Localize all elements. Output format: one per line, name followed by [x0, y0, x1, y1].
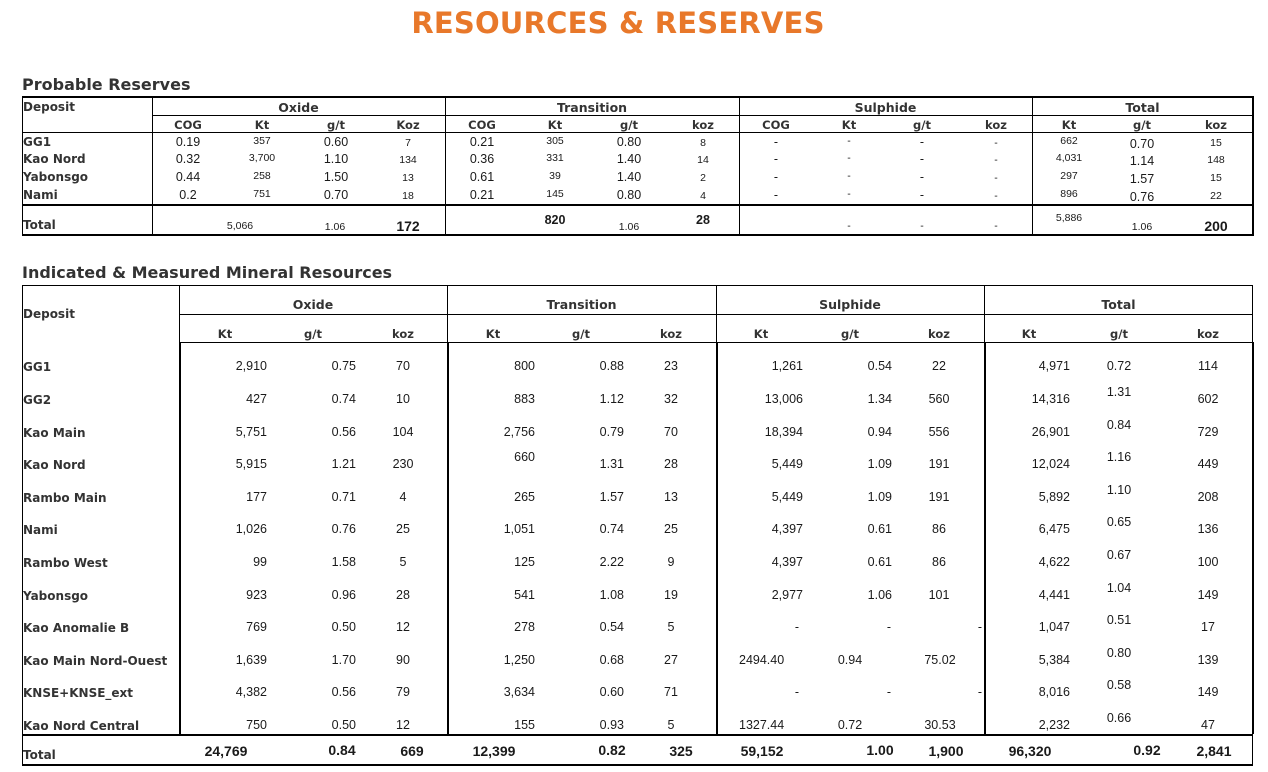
table-cell: 1,026: [235, 522, 267, 536]
table-cell: 9: [667, 555, 675, 569]
table-cell: 541: [514, 588, 535, 602]
table-cell: 602: [1197, 392, 1219, 406]
table-cell: -: [994, 172, 998, 184]
table-cell: 265: [514, 490, 535, 504]
table-cell: 149: [1197, 588, 1219, 602]
table-cell: 1.08: [599, 588, 624, 602]
total-cell: 325: [669, 743, 693, 759]
deposit-column-header: Deposit: [23, 100, 75, 114]
table-cell: 1.50: [323, 170, 349, 184]
table-cell: 136: [1197, 522, 1219, 536]
table-cell: 5,449: [771, 457, 803, 471]
table-cell: 79: [396, 685, 410, 699]
subheader-total: Kt: [1021, 327, 1037, 341]
table-cell: 86: [932, 522, 946, 536]
table-cell: 0.96: [331, 588, 356, 602]
table-cell: 1.04: [1106, 581, 1132, 595]
subheader-transition: koz: [692, 118, 714, 132]
table-row-deposit: Rambo West: [23, 556, 108, 570]
table-cell: 12: [396, 620, 410, 634]
table-border-bottom: [22, 764, 1253, 766]
table-cell: -: [994, 190, 998, 202]
total-cell: 28: [696, 213, 710, 227]
table-cell: 883: [514, 392, 535, 406]
total-cell: 1,900: [928, 743, 964, 759]
table-cell: -: [994, 137, 998, 149]
table-cell: -: [794, 685, 800, 699]
table-cell: 560: [928, 392, 950, 406]
table-cell: 297: [1060, 170, 1078, 182]
table-cell: 86: [932, 555, 946, 569]
table-cell: 12,024: [1031, 457, 1070, 471]
table-cell: 134: [399, 154, 417, 166]
subheader-sulphide: koz: [985, 118, 1007, 132]
table-cell: 769: [246, 620, 267, 634]
table-cell: 3,634: [503, 685, 535, 699]
group-header-total: Total: [1125, 100, 1160, 115]
table-cell: 4: [399, 490, 407, 504]
group-header-transition: Transition: [556, 100, 628, 115]
table-cell: 1.57: [599, 490, 624, 504]
table-cell: 71: [664, 685, 678, 699]
table-cell: 13: [664, 490, 678, 504]
table-cell: -: [919, 170, 925, 184]
subheader-oxide: g/t: [327, 118, 345, 132]
table-cell: 19: [664, 588, 678, 602]
table-cell: 5,384: [1038, 653, 1070, 667]
table-cell: 1.09: [867, 490, 892, 504]
table-cell: 0.75: [331, 359, 356, 373]
subheader-sulphide: Kt: [753, 327, 769, 341]
table-cell: 0.72: [1106, 359, 1132, 373]
table-cell: 30.53: [924, 718, 956, 732]
table-cell: 47: [1201, 718, 1215, 732]
table-cell: 0.60: [599, 685, 624, 699]
total-cell: -: [994, 220, 998, 232]
table-row-deposit: Rambo Main: [23, 491, 107, 505]
total-cell: 12,399: [472, 743, 516, 759]
table-cell: 0.76: [1129, 190, 1155, 204]
table-cell: 0.80: [616, 135, 642, 149]
total-cell: -: [920, 220, 924, 232]
group-divider: [152, 96, 153, 236]
subheader-transition: g/t: [572, 327, 590, 341]
total-cell: 0.82: [598, 742, 626, 758]
table-cell: 101: [928, 588, 950, 602]
total-row-rule: [22, 204, 1253, 206]
table-cell: 729: [1197, 425, 1219, 439]
table-cell: 0.54: [599, 620, 624, 634]
subheader-transition: Kt: [547, 118, 563, 132]
table-row-deposit: Kao Anomalie B: [23, 621, 130, 635]
table-cell: 25: [396, 522, 410, 536]
table-row-deposit: GG1: [23, 135, 52, 149]
table-cell: 1.40: [616, 152, 642, 166]
total-cell: 669: [400, 743, 424, 759]
table-row-deposit: GG2: [23, 393, 52, 407]
total-cell: 172: [396, 218, 420, 234]
table-cell: 0.76: [331, 522, 356, 536]
table-cell: 258: [253, 170, 271, 182]
table-cell: -: [847, 152, 851, 164]
table-cell: 2,977: [771, 588, 803, 602]
table-cell: 2,232: [1038, 718, 1070, 732]
table-cell: -: [886, 685, 892, 699]
indicated-measured-heading: Indicated & Measured Mineral Resources: [22, 263, 393, 282]
table-cell: -: [847, 188, 851, 200]
table-cell: 1.40: [616, 170, 642, 184]
table-cell: 556: [928, 425, 950, 439]
table-cell: -: [773, 170, 779, 184]
subheader-sulphide: g/t: [841, 327, 859, 341]
table-cell: 39: [549, 170, 561, 182]
table-cell: 0.36: [469, 152, 495, 166]
table-cell: 15: [1210, 172, 1222, 184]
table-row-deposit: Kao Nord: [23, 152, 86, 166]
table-cell: 923: [246, 588, 267, 602]
table-cell: -: [919, 135, 925, 149]
subheader-sulphide: Kt: [841, 118, 857, 132]
table-row-deposit: Nami: [23, 523, 58, 537]
table-cell: 2,910: [235, 359, 267, 373]
table-cell: 0.21: [469, 135, 495, 149]
table-row-deposit: Yabonsgo: [23, 170, 89, 184]
table-cell: 0.54: [867, 359, 892, 373]
table-cell: -: [919, 188, 925, 202]
table-cell: 1.34: [867, 392, 892, 406]
table-cell: 70: [396, 359, 410, 373]
group-header-sulphide: Sulphide: [819, 297, 881, 312]
table-cell: 1.16: [1106, 450, 1132, 464]
table-cell: 0.65: [1106, 515, 1132, 529]
table-cell: 32: [664, 392, 678, 406]
subheader-sulphide: COG: [762, 118, 790, 132]
table-row-deposit: GG1: [23, 360, 52, 374]
table-cell: 177: [246, 490, 267, 504]
table-cell: 2,756: [503, 425, 535, 439]
table-cell: 14,316: [1031, 392, 1070, 406]
table-cell: 18: [402, 190, 414, 202]
deposit-column-header: Deposit: [23, 307, 75, 321]
total-cell: 5,886: [1055, 212, 1083, 224]
table-cell: 660: [514, 450, 535, 464]
table-cell: 28: [396, 588, 410, 602]
table-row-deposit: Kao Nord: [23, 458, 86, 472]
table-cell: 2494.40: [739, 653, 785, 667]
table-border-top: [22, 285, 1253, 286]
subheader-oxide: Kt: [254, 118, 270, 132]
table-cell: 0.79: [599, 425, 624, 439]
subheader-oxide: Koz: [396, 118, 420, 132]
table-cell: 0.93: [599, 718, 624, 732]
subheader-transition: koz: [660, 327, 682, 341]
group-divider: [445, 96, 446, 236]
table-cell: 5: [399, 555, 407, 569]
subheader-total: Kt: [1061, 118, 1077, 132]
table-cell: 1.70: [331, 653, 356, 667]
total-cell: 2,841: [1196, 743, 1232, 759]
table-cell: 1327.44: [739, 718, 785, 732]
table-cell: 0.56: [331, 685, 356, 699]
total-cell: 5,066: [226, 220, 254, 232]
table-cell: 0.58: [1106, 678, 1132, 692]
table-cell: 17: [1201, 620, 1215, 634]
subheader-sulphide: g/t: [913, 118, 931, 132]
table-cell: 0.72: [837, 718, 863, 732]
subheader-total: g/t: [1133, 118, 1151, 132]
table-cell: 0.50: [331, 620, 356, 634]
table-cell: 0.66: [1106, 711, 1132, 725]
table-cell: 0.84: [1106, 418, 1132, 432]
table-row-deposit: Yabonsgo: [23, 589, 89, 603]
table-cell: 26,901: [1031, 425, 1070, 439]
table-cell: -: [977, 685, 983, 699]
table-cell: 4,397: [771, 522, 803, 536]
table-cell: 100: [1197, 555, 1219, 569]
table-cell: 1,250: [503, 653, 535, 667]
table-cell: 0.50: [331, 718, 356, 732]
table-row-deposit: Kao Main: [23, 426, 86, 440]
group-header-oxide: Oxide: [278, 100, 319, 115]
table-cell: 0.70: [323, 188, 349, 202]
table-cell: 0.80: [616, 188, 642, 202]
table-cell: -: [847, 170, 851, 182]
table-cell: 2.22: [599, 555, 624, 569]
table-cell: 357: [253, 135, 271, 147]
subheader-oxide: COG: [174, 118, 202, 132]
table-row-deposit: Kao Main Nord-Ouest: [23, 654, 168, 668]
table-cell: 1,639: [235, 653, 267, 667]
table-cell: 1.10: [1106, 483, 1132, 497]
table-border-bottom: [22, 234, 1253, 236]
table-cell: 0.2: [179, 188, 197, 202]
subheader-rule: [152, 115, 1253, 116]
table-cell: 0.94: [837, 653, 863, 667]
table-cell: 0.74: [331, 392, 356, 406]
page-title: RESOURCES & RESERVES: [411, 6, 825, 40]
table-cell: 0.61: [867, 555, 892, 569]
table-cell: 104: [392, 425, 414, 439]
table-cell: 3,700: [248, 152, 276, 164]
table-cell: 75.02: [924, 653, 956, 667]
table-cell: 0.56: [331, 425, 356, 439]
table-cell: 125: [514, 555, 535, 569]
table-cell: 5: [667, 718, 675, 732]
table-cell: 0.74: [599, 522, 624, 536]
table-cell: 427: [246, 392, 267, 406]
table-cell: 18,394: [764, 425, 803, 439]
table-cell: -: [886, 620, 892, 634]
total-row-label: Total: [23, 218, 56, 232]
total-cell: 0.84: [328, 742, 356, 758]
table-cell: 1.21: [331, 457, 356, 471]
table-cell: 1.14: [1129, 154, 1155, 168]
header-rule: [22, 132, 1253, 133]
table-cell: 1.31: [1106, 385, 1132, 399]
table-cell: 23: [664, 359, 678, 373]
table-cell: 0.80: [1106, 646, 1132, 660]
group-header-oxide: Oxide: [292, 297, 334, 312]
table-cell: 22: [1210, 190, 1222, 202]
table-border-right: [1252, 96, 1254, 236]
table-cell: 13: [402, 172, 414, 184]
table-cell: 10: [396, 392, 410, 406]
table-cell: 1.10: [323, 152, 349, 166]
table-cell: 5,449: [771, 490, 803, 504]
table-cell: 191: [928, 490, 950, 504]
table-cell: 12: [396, 718, 410, 732]
table-cell: 0.61: [469, 170, 495, 184]
table-cell: 1,051: [503, 522, 535, 536]
table-cell: 0.60: [323, 135, 349, 149]
total-row-label: Total: [23, 748, 56, 762]
subheader-total: g/t: [1110, 327, 1128, 341]
table-cell: 8,016: [1038, 685, 1070, 699]
table-cell: 148: [1207, 154, 1225, 166]
table-cell: 0.68: [599, 653, 624, 667]
table-border-top: [22, 96, 1253, 98]
table-cell: 27: [664, 653, 678, 667]
table-cell: -: [773, 152, 779, 166]
table-cell: 0.32: [175, 152, 201, 166]
table-cell: -: [977, 620, 983, 634]
table-cell: 208: [1197, 490, 1219, 504]
total-cell: 1.06: [324, 221, 346, 233]
table-cell: 0.19: [175, 135, 201, 149]
table-cell: 139: [1197, 653, 1219, 667]
table-cell: 449: [1197, 457, 1219, 471]
subheader-oxide: Kt: [217, 327, 233, 341]
probable-reserves-heading: Probable Reserves: [22, 75, 191, 94]
table-cell: 1.12: [599, 392, 624, 406]
total-cell: -: [847, 220, 851, 232]
table-row-deposit: Nami: [23, 188, 58, 202]
table-cell: 0.94: [867, 425, 892, 439]
table-cell: 25: [664, 522, 678, 536]
table-cell: 4,382: [235, 685, 267, 699]
total-cell: 1.00: [866, 742, 894, 758]
subheader-transition: COG: [468, 118, 496, 132]
table-cell: 662: [1060, 135, 1078, 147]
table-cell: 0.67: [1106, 548, 1132, 562]
table-cell: 149: [1197, 685, 1219, 699]
table-cell: 7: [405, 137, 411, 149]
table-cell: 0.70: [1129, 137, 1155, 151]
table-cell: 155: [514, 718, 535, 732]
subheader-oxide: g/t: [304, 327, 322, 341]
total-row-rule: [22, 734, 1253, 736]
table-cell: -: [847, 135, 851, 147]
table-cell: 1.09: [867, 457, 892, 471]
table-cell: 1.58: [331, 555, 356, 569]
table-cell: 278: [514, 620, 535, 634]
table-cell: 15: [1210, 137, 1222, 149]
total-cell: 24,769: [204, 743, 248, 759]
table-cell: 191: [928, 457, 950, 471]
table-row-deposit: KNSE+KNSE_ext: [23, 686, 134, 700]
table-cell: -: [773, 188, 779, 202]
table-cell: 114: [1198, 359, 1218, 373]
table-cell: 0.71: [331, 490, 356, 504]
total-cell: 200: [1204, 218, 1228, 234]
table-cell: 0.61: [867, 522, 892, 536]
total-cell: 1.06: [1131, 221, 1153, 233]
table-cell: 896: [1060, 188, 1078, 200]
table-border-left: [22, 96, 23, 236]
table-cell: 1.31: [599, 457, 624, 471]
table-cell: 800: [514, 359, 535, 373]
subheader-total: koz: [1205, 118, 1227, 132]
table-cell: -: [994, 154, 998, 166]
table-cell: 4,397: [771, 555, 803, 569]
table-cell: 13,006: [764, 392, 803, 406]
total-cell: 59,152: [740, 743, 784, 759]
subheader-sulphide: koz: [928, 327, 950, 341]
table-cell: -: [919, 152, 925, 166]
table-cell: 22: [932, 359, 946, 373]
table-cell: 1,047: [1038, 620, 1070, 634]
table-row-deposit: Kao Nord Central: [23, 719, 140, 733]
table-cell: 4,622: [1038, 555, 1070, 569]
table-cell: 0.44: [175, 170, 201, 184]
total-cell: 820: [544, 213, 566, 227]
subheader-total: koz: [1197, 327, 1219, 341]
total-cell: 1.06: [618, 221, 640, 233]
table-cell: 751: [253, 188, 271, 200]
table-cell: 145: [546, 188, 564, 200]
table-cell: 4,971: [1038, 359, 1070, 373]
table-cell: 5,915: [235, 457, 267, 471]
table-cell: 70: [664, 425, 678, 439]
table-cell: -: [773, 135, 779, 149]
group-header-transition: Transition: [546, 297, 617, 312]
table-cell: 0.51: [1106, 613, 1132, 627]
table-cell: 331: [546, 152, 564, 164]
table-cell: -: [794, 620, 800, 634]
table-cell: 14: [697, 154, 709, 166]
total-cell: 96,320: [1008, 743, 1052, 759]
table-cell: 4,031: [1055, 152, 1083, 164]
table-cell: 230: [392, 457, 414, 471]
table-cell: 99: [253, 555, 267, 569]
subheader-oxide: koz: [392, 327, 414, 341]
table-cell: 305: [546, 135, 564, 147]
table-cell: 6,475: [1038, 522, 1070, 536]
table-cell: 1,261: [771, 359, 803, 373]
table-cell: 1.57: [1129, 172, 1155, 186]
subheader-transition: Kt: [485, 327, 501, 341]
total-cell: 0.92: [1133, 742, 1161, 758]
table-cell: 5,892: [1038, 490, 1070, 504]
table-cell: 4: [700, 190, 706, 202]
table-cell: 0.21: [469, 188, 495, 202]
table-cell: 90: [396, 653, 410, 667]
table-cell: 750: [246, 718, 267, 732]
table-cell: 1.06: [867, 588, 892, 602]
group-header-sulphide: Sulphide: [854, 100, 917, 115]
table-cell: 2: [700, 172, 706, 184]
table-cell: 4,441: [1038, 588, 1070, 602]
table-cell: 5,751: [235, 425, 267, 439]
table-cell: 5: [667, 620, 675, 634]
group-header-total: Total: [1101, 297, 1136, 312]
subheader-transition: g/t: [620, 118, 638, 132]
table-cell: 28: [664, 457, 678, 471]
table-cell: 8: [700, 137, 706, 149]
table-cell: 0.88: [599, 359, 624, 373]
